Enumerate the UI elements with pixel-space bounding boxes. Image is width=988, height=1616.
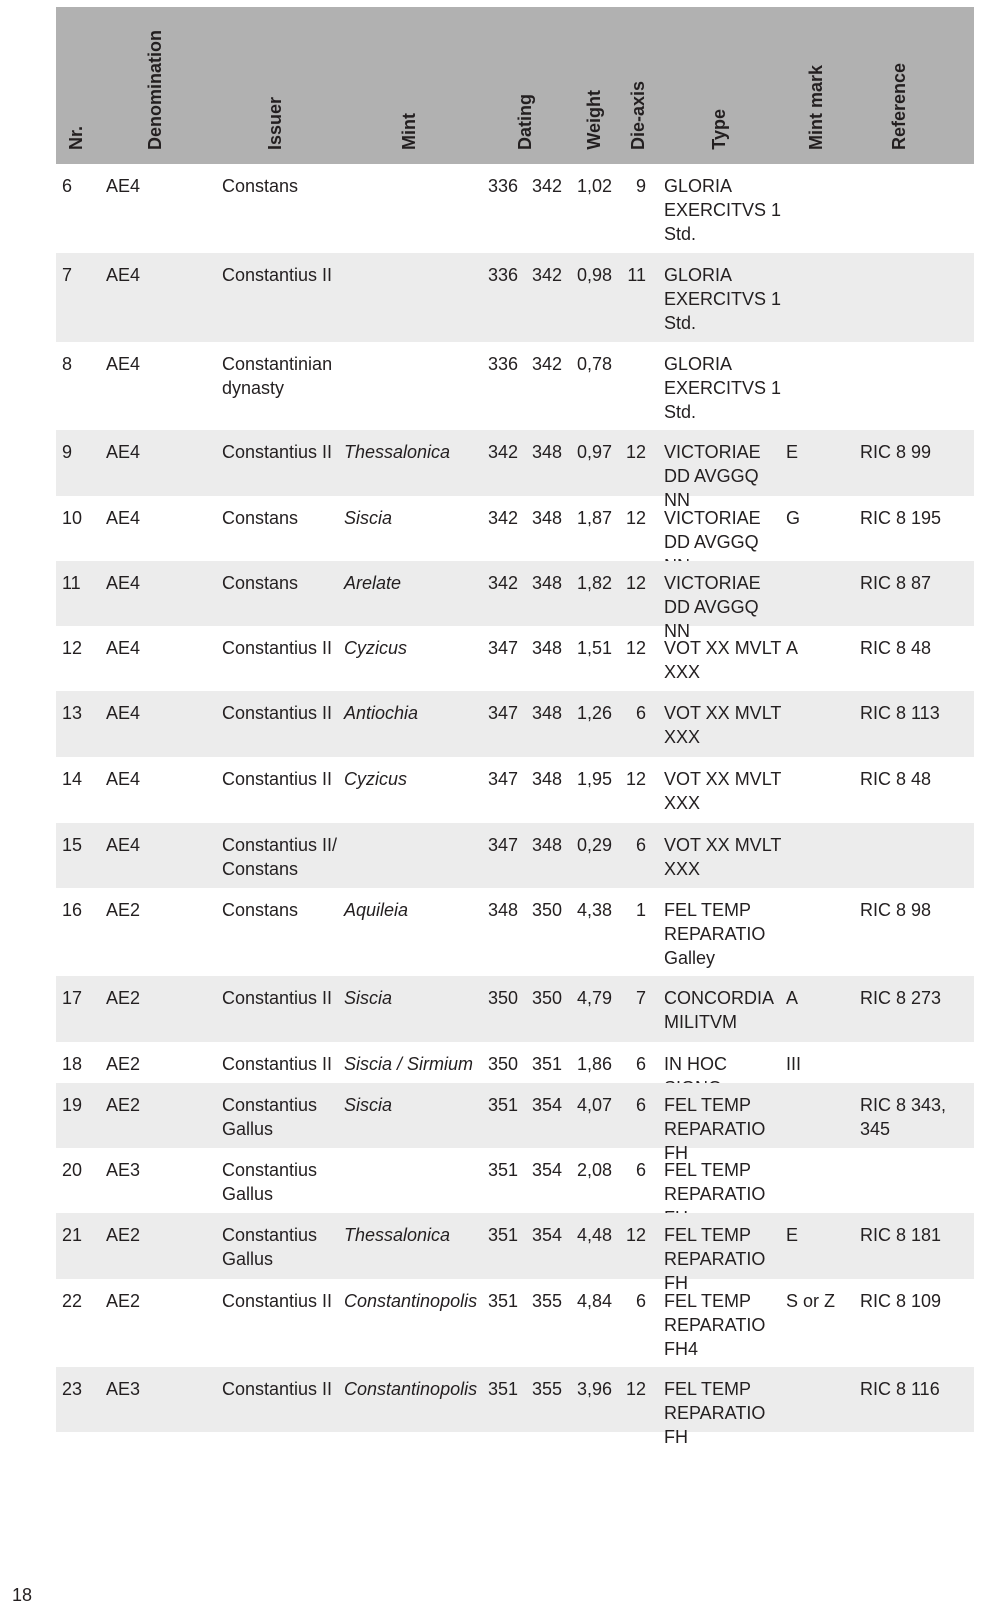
header-weight: Weight: [584, 90, 604, 150]
table-row: [56, 342, 974, 430]
cell-nr: 18: [62, 1054, 83, 1074]
cell-weight: 4,38: [576, 900, 612, 920]
cell-ref: RIC 8 273: [860, 988, 942, 1008]
cell-from: 347: [487, 769, 518, 789]
cell-mint: Thessalonica: [344, 442, 451, 462]
cell-issuer: Constantius II: [222, 638, 333, 658]
cell-ref: RIC 8 195: [860, 508, 942, 528]
cell-ref: RIC 8 48: [860, 769, 932, 789]
cell-issuer: Constantius Gallus: [222, 1095, 318, 1139]
cell-axis: 6: [635, 1291, 646, 1311]
cell-type: VOT XX MVLT XXX: [664, 835, 782, 879]
header-dating: Dating: [515, 94, 535, 150]
cell-from: 336: [487, 176, 518, 196]
table-row: [56, 561, 974, 641]
cell-type: FEL TEMP REPARATIO FH: [664, 1095, 766, 1163]
header-mint-mark: Mint mark: [806, 64, 826, 150]
cell-to: 348: [531, 442, 562, 462]
cell-ref: RIC 8 87: [860, 573, 932, 593]
cell-issuer: Constantius II: [222, 442, 333, 462]
cell-denom: AE4: [106, 769, 141, 789]
cell-ref: RIC 8 343, 345: [860, 1095, 947, 1139]
cell-from: 342: [487, 442, 518, 462]
cell-nr: 10: [62, 508, 83, 528]
cell-issuer: Constans: [222, 508, 299, 528]
cell-mark: E: [786, 442, 799, 462]
cell-from: 347: [487, 703, 518, 723]
cell-issuer: Constantius II/ Constans: [222, 835, 338, 879]
header-issuer: Issuer: [265, 96, 285, 150]
cell-weight: 4,84: [576, 1291, 612, 1311]
cell-type: GLORIA EXERCITVS 1 Std.: [664, 176, 782, 244]
cell-axis: 12: [625, 573, 646, 593]
cell-issuer: Constantius II: [222, 265, 333, 285]
cell-issuer: Constantius Gallus: [222, 1160, 318, 1204]
cell-to: 348: [531, 508, 562, 528]
cell-from: 351: [487, 1225, 518, 1245]
cell-to: 348: [531, 835, 562, 855]
cell-mint: Antiochia: [344, 703, 419, 723]
cell-nr: 16: [62, 900, 83, 920]
cell-issuer: Constantius II: [222, 988, 333, 1008]
cell-issuer: Constantius II: [222, 703, 333, 723]
cell-ref: RIC 8 116: [860, 1379, 940, 1399]
cell-type: VICTORIAE DD AVGGQ: [664, 508, 761, 552]
table-row: [56, 626, 974, 691]
table-body: [56, 164, 974, 1447]
cell-type: VOT XX MVLT XXX: [664, 638, 782, 682]
cell-mint: Siscia: [344, 1095, 393, 1115]
cell-from: 351: [487, 1160, 518, 1180]
cell-axis: 6: [635, 1095, 646, 1115]
header-denomination: Denomination: [145, 30, 165, 150]
cell-denom: AE4: [106, 835, 141, 855]
cell-weight: 1,51: [576, 638, 612, 658]
cell-mark: G: [786, 508, 801, 528]
cell-mint: Siscia: [344, 508, 393, 528]
cell-nr: 17: [62, 988, 83, 1008]
cell-axis: 11: [627, 265, 646, 285]
table-row: [56, 1367, 974, 1447]
cell-issuer: Constantius II: [222, 1379, 333, 1399]
header-reference: Reference: [889, 62, 909, 150]
table-row: [56, 1083, 974, 1163]
cell-issuer: Constantinian dynasty: [222, 354, 333, 398]
cell-denom: AE2: [106, 1095, 141, 1115]
header-type: Type: [709, 109, 729, 150]
cell-weight: 1,87: [576, 508, 612, 528]
cell-axis: 12: [625, 769, 646, 789]
table-row: [56, 888, 974, 976]
cell-mint: Constantinopolis: [344, 1379, 478, 1399]
cell-weight: 0,29: [576, 835, 612, 855]
cell-to: 342: [531, 176, 562, 196]
cell-weight: 0,78: [576, 354, 612, 374]
cell-axis: 12: [625, 1379, 646, 1399]
cell-denom: AE4: [106, 508, 141, 528]
cell-type: GLORIA EXERCITVS 1 Std.: [664, 354, 782, 422]
cell-axis: 1: [635, 900, 646, 920]
page-number: 18: [12, 1585, 33, 1605]
table-header: [56, 7, 974, 164]
cell-weight: 4,07: [576, 1095, 612, 1115]
cell-nr: 6: [62, 176, 73, 196]
cell-nr: 22: [62, 1291, 83, 1311]
table-row: [56, 430, 974, 510]
cell-to: 354: [531, 1225, 562, 1245]
cell-issuer: Constantius II: [222, 1054, 333, 1074]
header-die-axis: Die-axis: [628, 80, 648, 150]
cell-weight: 0,98: [576, 265, 612, 285]
cell-to: 355: [531, 1291, 562, 1311]
cell-from: 351: [487, 1291, 518, 1311]
cell-denom: AE4: [106, 703, 141, 723]
table-row: [56, 823, 974, 888]
cell-to: 348: [531, 703, 562, 723]
table-row: [56, 1213, 974, 1293]
cell-nr: 8: [62, 354, 73, 374]
cell-type: VOT XX MVLT XXX: [664, 703, 782, 747]
cell-type: FEL TEMP REPARATIO Galley: [664, 900, 766, 968]
cell-from: 336: [487, 265, 518, 285]
cell-to: 348: [531, 638, 562, 658]
table-row: [56, 757, 974, 823]
cell-type: FEL TEMP REPARATIO FH4: [664, 1291, 766, 1359]
cell-ref: RIC 8 48: [860, 638, 932, 658]
cell-nr: 9: [62, 442, 73, 462]
cell-denom: AE4: [106, 442, 141, 462]
cell-mint: Arelate: [344, 573, 402, 593]
cell-mark: E: [786, 1225, 799, 1245]
cell-issuer: Constans: [222, 900, 299, 920]
cell-nr: 7: [62, 265, 73, 285]
cell-nr: 23: [62, 1379, 83, 1399]
cell-nr: 15: [62, 835, 83, 855]
cell-nr: 13: [62, 703, 83, 723]
cell-mint: Cyzicus: [344, 638, 408, 658]
cell-denom: AE4: [106, 638, 141, 658]
cell-to: 350: [531, 988, 562, 1008]
cell-to: 354: [531, 1160, 562, 1180]
cell-type: VOT XX MVLT XXX: [664, 769, 782, 813]
cell-denom: AE4: [106, 265, 141, 285]
cell-ref: RIC 8 113: [860, 703, 940, 723]
cell-to: 354: [531, 1095, 562, 1115]
cell-denom: AE2: [106, 988, 141, 1008]
cell-weight: 0,97: [576, 442, 612, 462]
cell-issuer: Constantius II: [222, 1291, 333, 1311]
cell-issuer: Constantius II: [222, 769, 333, 789]
cell-ref: RIC 8 181: [860, 1225, 942, 1245]
table-row: [56, 496, 974, 561]
cell-weight: 2,08: [576, 1160, 612, 1180]
cell-to: 350: [531, 900, 562, 920]
cell-ref: RIC 8 99: [860, 442, 932, 462]
cell-weight: 1,82: [576, 573, 612, 593]
table-row: [56, 1042, 974, 1083]
cell-denom: AE2: [106, 1225, 141, 1245]
cell-axis: 6: [635, 1054, 646, 1074]
cell-mark: A: [786, 988, 799, 1008]
cell-weight: 1,86: [576, 1054, 612, 1074]
cell-type: IN HOC: [664, 1054, 727, 1074]
table-row: [56, 691, 974, 757]
cell-axis: 12: [625, 1225, 646, 1245]
cell-to: 342: [531, 265, 562, 285]
cell-from: 347: [487, 638, 518, 658]
cell-from: 336: [487, 354, 518, 374]
cell-denom: AE2: [106, 1054, 141, 1074]
cell-axis: 7: [635, 988, 646, 1008]
cell-to: 351: [531, 1054, 562, 1074]
cell-to: 348: [531, 573, 562, 593]
cell-mark: III: [786, 1054, 802, 1074]
cell-nr: 21: [62, 1225, 83, 1245]
cell-weight: 4,79: [576, 988, 612, 1008]
cell-axis: 12: [625, 442, 646, 462]
cell-axis: 6: [635, 703, 646, 723]
cell-from: 350: [487, 988, 518, 1008]
cell-nr: 19: [62, 1095, 83, 1115]
cell-axis: 6: [635, 1160, 646, 1180]
cell-type: VICTORIAE DD AVGGQ NN: [664, 573, 761, 641]
cell-axis: 9: [635, 176, 646, 196]
cell-issuer: Constans: [222, 176, 299, 196]
cell-type: GLORIA EXERCITVS 1 Std.: [664, 265, 782, 333]
cell-axis: 6: [635, 835, 646, 855]
cell-denom: AE4: [106, 176, 141, 196]
cell-from: 350: [487, 1054, 518, 1074]
cell-axis: 12: [625, 508, 646, 528]
cell-type: VICTORIAE DD AVGGQ NN: [664, 442, 761, 510]
cell-nr: 14: [62, 769, 83, 789]
cell-to: 348: [531, 769, 562, 789]
table-row: [56, 1279, 974, 1367]
cell-from: 351: [487, 1095, 518, 1115]
coin-catalogue-table: [56, 7, 974, 1447]
cell-type: CONCORDIA MILITVM: [664, 988, 774, 1032]
cell-from: 348: [487, 900, 518, 920]
cell-from: 347: [487, 835, 518, 855]
cell-mint: Thessalonica: [344, 1225, 451, 1245]
cell-weight: 1,02: [576, 176, 612, 196]
cell-denom: AE3: [106, 1379, 141, 1399]
cell-issuer: Constantius Gallus: [222, 1225, 318, 1269]
header-nr: Nr.: [66, 125, 86, 150]
cell-weight: 4,48: [576, 1225, 612, 1245]
cell-ref: RIC 8 98: [860, 900, 932, 920]
cell-from: 351: [487, 1379, 518, 1399]
cell-type: FEL TEMP REPARATIO FH: [664, 1379, 766, 1447]
cell-denom: AE3: [106, 1160, 141, 1180]
cell-denom: AE4: [106, 354, 141, 374]
cell-denom: AE4: [106, 573, 141, 593]
cell-mint: Constantinopolis: [344, 1291, 478, 1311]
cell-nr: 12: [62, 638, 83, 658]
cell-denom: AE2: [106, 1291, 141, 1311]
table-row: [56, 976, 974, 1042]
cell-issuer: Constans: [222, 573, 299, 593]
cell-type: FEL TEMP REPARATIO: [664, 1160, 766, 1204]
cell-to: 355: [531, 1379, 562, 1399]
cell-nr: 20: [62, 1160, 83, 1180]
cell-type: FEL TEMP REPARATIO FH: [664, 1225, 766, 1293]
cell-mark: A: [786, 638, 799, 658]
cell-weight: 3,96: [576, 1379, 612, 1399]
cell-denom: AE2: [106, 900, 141, 920]
cell-ref: RIC 8 109: [860, 1291, 942, 1311]
cell-weight: 1,26: [576, 703, 612, 723]
cell-from: 342: [487, 573, 518, 593]
cell-mint: Siscia: [344, 988, 393, 1008]
cell-mark: S or Z: [786, 1291, 836, 1311]
table-row: [56, 1148, 974, 1213]
cell-nr: 11: [62, 573, 81, 593]
cell-mint: Cyzicus: [344, 769, 408, 789]
cell-weight: 1,95: [576, 769, 612, 789]
cell-from: 342: [487, 508, 518, 528]
cell-mint: Aquileia: [344, 900, 409, 920]
cell-mint: Siscia / Sirmium: [344, 1054, 474, 1074]
cell-axis: 12: [625, 638, 646, 658]
table-row: [56, 164, 974, 253]
header-mint: Mint: [399, 113, 419, 150]
table-row: [56, 253, 974, 342]
cell-to: 342: [531, 354, 562, 374]
